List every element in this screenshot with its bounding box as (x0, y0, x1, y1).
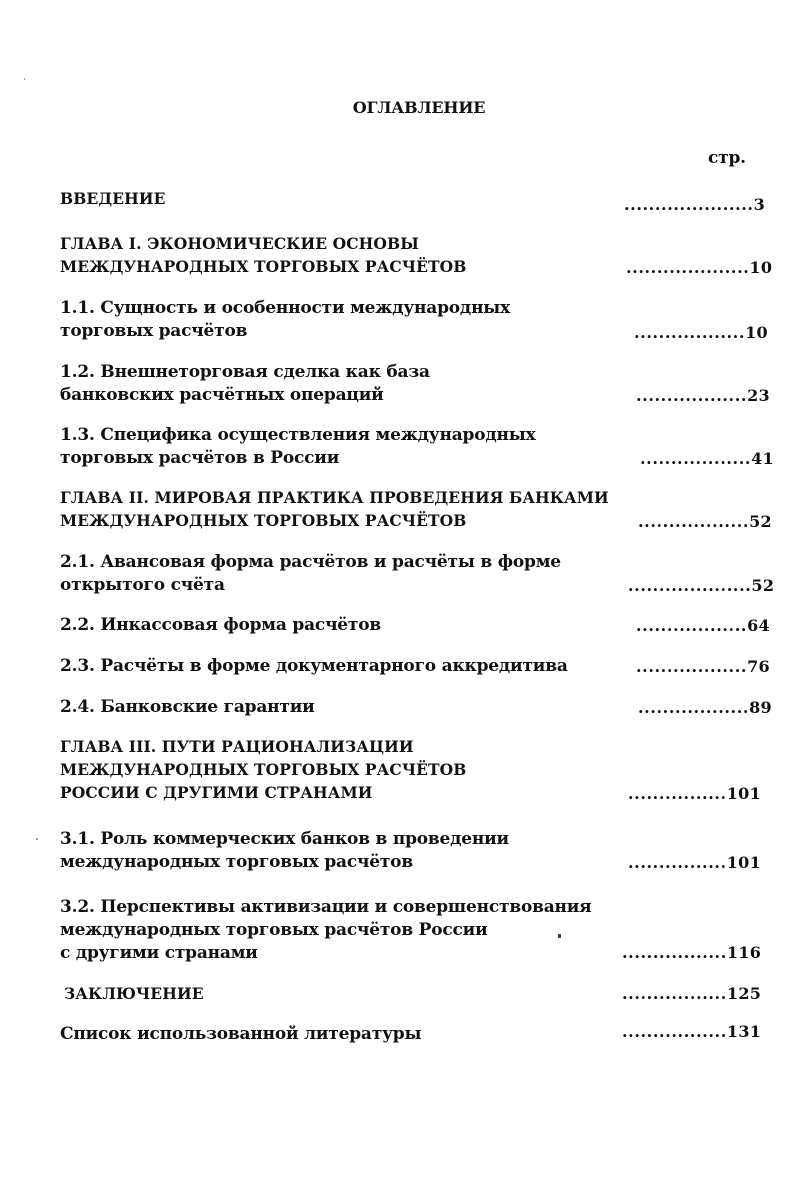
page-number: 52 (751, 576, 775, 595)
dot-leader: ..................... (624, 195, 754, 214)
toc-entry-title: Список использованной литературы (60, 1024, 422, 1044)
toc-entry-title: торговых расчётов (60, 321, 248, 341)
toc-entry-page (638, 511, 772, 533)
page-title: ОГЛАВЛЕНИЕ (352, 98, 486, 117)
dot-leader: .................. (636, 616, 748, 635)
toc-entry-title: 2.1. Авансовая форма расчётов и расчёты в форме (60, 552, 561, 572)
page-number: 41 (751, 449, 774, 468)
toc-entry-page (628, 783, 761, 805)
page-number: 23 (747, 386, 770, 405)
page-column-label: стр. (708, 148, 746, 168)
toc-entry-title: ГЛАВА I. ЭКОНОМИЧЕСКИЕ ОСНОВЫ (60, 234, 419, 253)
toc-entry-title: 2.2. Инкассовая форма расчётов (60, 615, 382, 635)
dot-leader: .................... (628, 576, 752, 595)
page-number: 3 (753, 195, 766, 214)
toc-entry-title: 3.1. Роль коммерческих банков в проведении (60, 829, 509, 849)
dot-leader: ................. (622, 943, 727, 962)
scan-speck (24, 78, 25, 80)
dot-leader: .................. (638, 698, 750, 717)
dot-leader: .................. (640, 449, 752, 468)
toc-entry-page (640, 448, 774, 470)
toc-entry-title: открытого счёта (60, 575, 225, 595)
toc-entry-title: 3.2. Перспективы активизации и совершенствования (60, 897, 592, 917)
toc-entry-page (622, 983, 761, 1005)
toc-entry-title: ГЛАВА II. МИРОВАЯ ПРАКТИКА ПРОВЕДЕНИЯ БАНКАМИ (60, 488, 609, 507)
toc-entry-title: международных торговых расчётов России (60, 920, 488, 940)
scan-speck (36, 838, 38, 840)
scan-speck (558, 934, 561, 938)
toc-entry-page (636, 385, 770, 407)
dot-leader: ................ (628, 853, 727, 872)
toc-entry-title: международных торговых расчётов (60, 852, 413, 872)
dot-leader: ................ (628, 784, 727, 803)
dot-leader: .................. (636, 386, 748, 405)
page-number: 101 (726, 784, 762, 803)
toc-entry-title: 1.1. Сущность и особенности международных (60, 298, 511, 318)
toc-entry-page (636, 656, 770, 678)
page-number: 125 (726, 984, 762, 1003)
toc-entry-title: банковских расчётных операций (60, 385, 384, 405)
toc-entry-page (636, 615, 770, 637)
page-number: 116 (726, 943, 762, 962)
toc-entry-page (622, 1021, 761, 1043)
toc-entry-title: 2.4. Банковские гарантии (60, 697, 315, 717)
toc-entry-title: ВВЕДЕНИЕ (60, 189, 166, 208)
dot-leader: ................. (622, 1022, 727, 1041)
toc-entry-page (634, 322, 768, 344)
page-number: 101 (726, 853, 762, 872)
toc-entry-title: 1.3. Специфика осуществления международных (60, 425, 536, 445)
page-number: 76 (747, 657, 770, 676)
toc-entry-title: торговых расчётов в России (60, 448, 340, 468)
toc-entry-title: МЕЖДУНАРОДНЫХ ТОРГОВЫХ РАСЧЁТОВ (60, 257, 467, 276)
toc-entry-page (628, 575, 774, 597)
page-number: 131 (726, 1022, 762, 1041)
dot-leader: .................. (636, 657, 748, 676)
toc-entry-page (638, 697, 772, 719)
toc-entry-title: МЕЖДУНАРОДНЫХ ТОРГОВЫХ РАСЧЁТОВ (60, 760, 467, 779)
dot-leader: .................... (626, 258, 750, 277)
page-number: 10 (749, 258, 773, 277)
page-number: 52 (749, 512, 772, 531)
dot-leader: .................. (638, 512, 750, 531)
page-number: 64 (747, 616, 770, 635)
page-number: 10 (745, 323, 768, 342)
toc-entry-title: 2.3. Расчёты в форме документарного аккредитива (60, 656, 568, 676)
toc-entry-title: 1.2. Внешнеторговая сделка как база (60, 362, 430, 382)
dot-leader: .................. (634, 323, 746, 342)
toc-entry-title: ГЛАВА III. ПУТИ РАЦИОНАЛИЗАЦИИ (60, 737, 414, 756)
dot-leader: ................. (622, 984, 727, 1003)
toc-entry-title: МЕЖДУНАРОДНЫХ ТОРГОВЫХ РАСЧЁТОВ (60, 511, 467, 530)
toc-entry-page (628, 852, 761, 874)
toc-entry-title: РОССИИ С ДРУГИМИ СТРАНАМИ (60, 783, 373, 802)
toc-entry-title: ЗАКЛЮЧЕНИЕ (64, 984, 204, 1003)
page-number: 89 (749, 698, 772, 717)
toc-entry-title: с другими странами (60, 943, 258, 963)
toc-entry-page (622, 942, 761, 964)
toc-entry-page (626, 257, 772, 279)
toc-entry-page (624, 194, 765, 216)
